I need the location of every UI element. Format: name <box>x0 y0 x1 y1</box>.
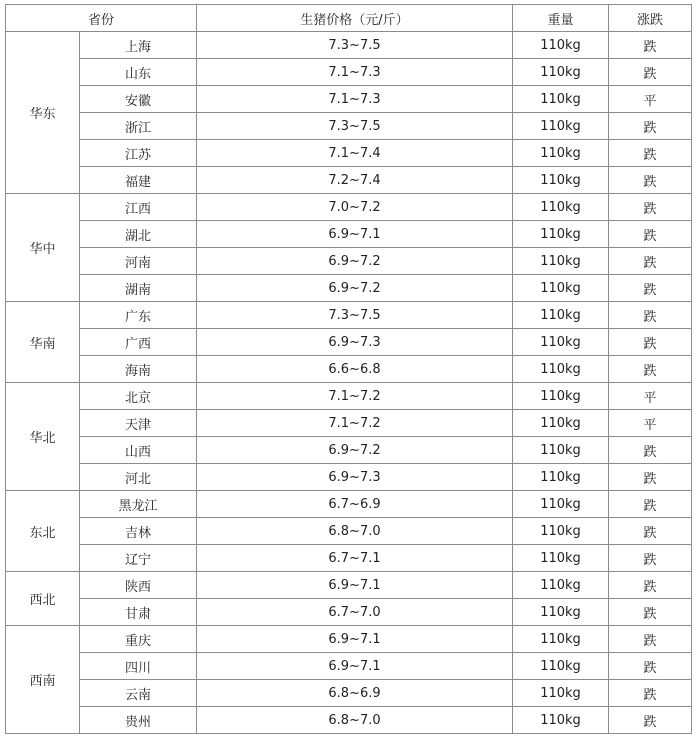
price-cell: 7.2~7.4 <box>197 167 513 194</box>
trend-cell: 跌 <box>609 545 692 572</box>
weight-cell: 110kg <box>513 464 609 491</box>
trend-cell: 跌 <box>609 356 692 383</box>
trend-cell: 跌 <box>609 32 692 59</box>
trend-cell: 跌 <box>609 491 692 518</box>
province-cell: 河北 <box>80 464 197 491</box>
price-cell: 6.9~7.3 <box>197 464 513 491</box>
trend-cell: 跌 <box>609 599 692 626</box>
province-cell: 福建 <box>80 167 197 194</box>
table-row <box>6 356 692 383</box>
trend-cell: 跌 <box>609 140 692 167</box>
table-row <box>6 410 692 437</box>
table-row <box>6 680 692 707</box>
province-cell: 山东 <box>80 59 197 86</box>
table-row <box>6 599 692 626</box>
header-province: 省份 <box>6 5 197 32</box>
header-price: 生猪价格（元/斤） <box>197 5 513 32</box>
weight-cell: 110kg <box>513 302 609 329</box>
weight-cell: 110kg <box>513 680 609 707</box>
weight-cell: 110kg <box>513 32 609 59</box>
province-cell: 云南 <box>80 680 197 707</box>
table-row <box>6 653 692 680</box>
weight-cell: 110kg <box>513 356 609 383</box>
price-cell: 6.9~7.1 <box>197 653 513 680</box>
price-cell: 6.8~7.0 <box>197 518 513 545</box>
province-cell: 陕西 <box>80 572 197 599</box>
province-cell: 天津 <box>80 410 197 437</box>
table-body <box>6 32 692 734</box>
trend-cell: 平 <box>609 383 692 410</box>
weight-cell: 110kg <box>513 545 609 572</box>
weight-cell: 110kg <box>513 275 609 302</box>
weight-cell: 110kg <box>513 653 609 680</box>
trend-cell: 跌 <box>609 329 692 356</box>
weight-cell: 110kg <box>513 221 609 248</box>
table-row <box>6 464 692 491</box>
region-cell: 东北 <box>6 491 80 572</box>
trend-cell: 跌 <box>609 653 692 680</box>
trend-cell: 跌 <box>609 680 692 707</box>
price-cell: 7.0~7.2 <box>197 194 513 221</box>
weight-cell: 110kg <box>513 59 609 86</box>
header-weight: 重量 <box>513 5 609 32</box>
weight-cell: 110kg <box>513 194 609 221</box>
table-row <box>6 545 692 572</box>
price-cell: 7.1~7.2 <box>197 383 513 410</box>
price-cell: 7.1~7.3 <box>197 59 513 86</box>
province-cell: 海南 <box>80 356 197 383</box>
weight-cell: 110kg <box>513 383 609 410</box>
table-row <box>6 518 692 545</box>
table-row <box>6 626 692 653</box>
weight-cell: 110kg <box>513 518 609 545</box>
price-cell: 7.3~7.5 <box>197 302 513 329</box>
price-cell: 6.9~7.1 <box>197 626 513 653</box>
weight-cell: 110kg <box>513 572 609 599</box>
trend-cell: 跌 <box>609 518 692 545</box>
province-cell: 广东 <box>80 302 197 329</box>
price-cell: 6.7~7.0 <box>197 599 513 626</box>
trend-cell: 跌 <box>609 626 692 653</box>
price-cell: 6.6~6.8 <box>197 356 513 383</box>
table-row <box>6 221 692 248</box>
price-cell: 6.8~6.9 <box>197 680 513 707</box>
province-cell: 重庆 <box>80 626 197 653</box>
province-cell: 山西 <box>80 437 197 464</box>
province-cell: 北京 <box>80 383 197 410</box>
trend-cell: 跌 <box>609 167 692 194</box>
province-cell: 吉林 <box>80 518 197 545</box>
header-trend: 涨跌 <box>609 5 692 32</box>
table-row <box>6 437 692 464</box>
province-cell: 江西 <box>80 194 197 221</box>
weight-cell: 110kg <box>513 599 609 626</box>
province-cell: 黑龙江 <box>80 491 197 518</box>
table-row <box>6 572 692 599</box>
trend-cell: 平 <box>609 86 692 113</box>
table-row <box>6 32 692 59</box>
trend-cell: 跌 <box>609 248 692 275</box>
weight-cell: 110kg <box>513 626 609 653</box>
region-cell: 华东 <box>6 32 80 194</box>
trend-cell: 跌 <box>609 275 692 302</box>
table-row <box>6 167 692 194</box>
table-row <box>6 59 692 86</box>
province-cell: 辽宁 <box>80 545 197 572</box>
weight-cell: 110kg <box>513 248 609 275</box>
table-row <box>6 302 692 329</box>
province-cell: 上海 <box>80 32 197 59</box>
weight-cell: 110kg <box>513 86 609 113</box>
trend-cell: 平 <box>609 410 692 437</box>
trend-cell: 跌 <box>609 59 692 86</box>
header-row <box>6 5 692 32</box>
price-cell: 6.9~7.2 <box>197 275 513 302</box>
table-row <box>6 491 692 518</box>
trend-cell: 跌 <box>609 437 692 464</box>
table-row <box>6 140 692 167</box>
weight-cell: 110kg <box>513 167 609 194</box>
weight-cell: 110kg <box>513 707 609 734</box>
table-row <box>6 275 692 302</box>
price-cell: 6.9~7.1 <box>197 572 513 599</box>
trend-cell: 跌 <box>609 572 692 599</box>
table-row <box>6 113 692 140</box>
weight-cell: 110kg <box>513 329 609 356</box>
region-cell: 西南 <box>6 626 80 734</box>
province-cell: 湖北 <box>80 221 197 248</box>
price-cell: 7.1~7.4 <box>197 140 513 167</box>
trend-cell: 跌 <box>609 464 692 491</box>
trend-cell: 跌 <box>609 707 692 734</box>
trend-cell: 跌 <box>609 194 692 221</box>
table-row <box>6 194 692 221</box>
trend-cell: 跌 <box>609 113 692 140</box>
price-cell: 7.3~7.5 <box>197 113 513 140</box>
pig-price-table <box>5 4 692 734</box>
table-row <box>6 707 692 734</box>
weight-cell: 110kg <box>513 410 609 437</box>
province-cell: 湖南 <box>80 275 197 302</box>
price-cell: 7.1~7.3 <box>197 86 513 113</box>
region-cell: 西北 <box>6 572 80 626</box>
region-cell: 华中 <box>6 194 80 302</box>
weight-cell: 110kg <box>513 491 609 518</box>
trend-cell: 跌 <box>609 302 692 329</box>
province-cell: 贵州 <box>80 707 197 734</box>
price-cell: 6.9~7.1 <box>197 221 513 248</box>
price-cell: 7.3~7.5 <box>197 32 513 59</box>
price-cell: 6.9~7.2 <box>197 248 513 275</box>
table-row <box>6 383 692 410</box>
price-cell: 7.1~7.2 <box>197 410 513 437</box>
province-cell: 四川 <box>80 653 197 680</box>
province-cell: 江苏 <box>80 140 197 167</box>
province-cell: 甘肃 <box>80 599 197 626</box>
price-cell: 6.9~7.3 <box>197 329 513 356</box>
trend-cell: 跌 <box>609 221 692 248</box>
table-row <box>6 248 692 275</box>
weight-cell: 110kg <box>513 140 609 167</box>
province-cell: 浙江 <box>80 113 197 140</box>
table-row <box>6 329 692 356</box>
province-cell: 安徽 <box>80 86 197 113</box>
price-cell: 6.7~6.9 <box>197 491 513 518</box>
province-cell: 河南 <box>80 248 197 275</box>
region-cell: 华北 <box>6 383 80 491</box>
province-cell: 广西 <box>80 329 197 356</box>
price-cell: 6.9~7.2 <box>197 437 513 464</box>
table-row <box>6 86 692 113</box>
price-cell: 6.7~7.1 <box>197 545 513 572</box>
weight-cell: 110kg <box>513 113 609 140</box>
weight-cell: 110kg <box>513 437 609 464</box>
price-cell: 6.8~7.0 <box>197 707 513 734</box>
region-cell: 华南 <box>6 302 80 383</box>
